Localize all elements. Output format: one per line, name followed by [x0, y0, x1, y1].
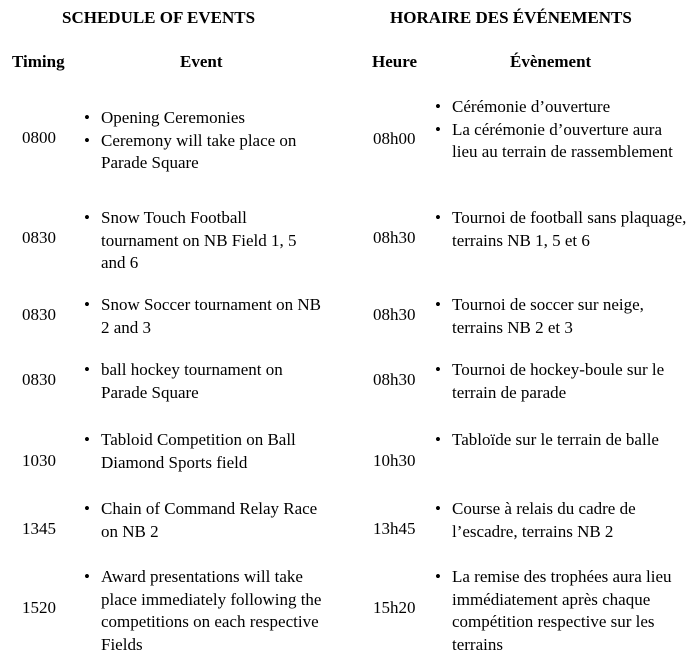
- event-description-list: [84, 429, 324, 474]
- event-time: 0800: [22, 128, 56, 147]
- event-description-item: • Course à relais du cadre de l’escadre, terrains NB 2: [435, 498, 687, 543]
- event-time: 1345: [22, 519, 56, 538]
- english-event-header: Event: [180, 52, 223, 71]
- event-description-list: [435, 207, 687, 252]
- event-description-item: • Ceremony will take place on Parade Square: [84, 130, 324, 175]
- event-time: 08h00: [373, 129, 416, 148]
- event-time: 1030: [22, 451, 56, 470]
- event-description-item: • Tournoi de soccer sur neige, terrains NB 2 et 3: [435, 294, 687, 339]
- french-event-header: Évènement: [510, 52, 592, 71]
- event-description-item: • Award presentations will take place immediately following the competitions on each respective Fields: [84, 566, 324, 656]
- event-description-list: [435, 96, 687, 164]
- event-description-item: • Snow Touch Football tournament on NB Field 1, 5 and 6: [84, 207, 324, 275]
- event-description-list: [84, 107, 324, 175]
- event-time: 08h30: [373, 228, 416, 247]
- event-description-list: [84, 294, 324, 339]
- event-description-list: [84, 566, 324, 656]
- event-description-list: [435, 429, 687, 452]
- event-description-item: • Opening Ceremonies: [84, 107, 324, 130]
- event-time: 10h30: [373, 451, 416, 470]
- event-description-list: [84, 498, 324, 543]
- event-description-item: • ball hockey tournament on Parade Square: [84, 359, 324, 404]
- event-description-list: [435, 294, 687, 339]
- event-description-item: • La cérémonie d’ouverture aura lieu au terrain de rassemblement: [435, 119, 687, 164]
- french-title: HORAIRE DES ÉVÉNEMENTS: [390, 8, 632, 27]
- english-time-header: Timing: [12, 52, 65, 71]
- event-time: 1520: [22, 598, 56, 617]
- event-time: 13h45: [373, 519, 416, 538]
- event-description-item: • Cérémonie d’ouverture: [435, 96, 687, 119]
- event-description-list: [84, 207, 324, 275]
- event-description-item: • Chain of Command Relay Race on NB 2: [84, 498, 324, 543]
- event-description-list: [435, 566, 687, 656]
- event-time: 15h20: [373, 598, 416, 617]
- event-description-item: • Tabloïde sur le terrain de balle: [435, 429, 687, 452]
- event-time: 0830: [22, 228, 56, 247]
- event-description-list: [435, 359, 687, 404]
- event-time: 08h30: [373, 305, 416, 324]
- event-description-list: [435, 498, 687, 543]
- event-description-item: • Snow Soccer tournament on NB 2 and 3: [84, 294, 324, 339]
- english-title: SCHEDULE OF EVENTS: [62, 8, 256, 27]
- event-description-item: • Tournoi de hockey-boule sur le terrain de parade: [435, 359, 687, 404]
- french-time-header: Heure: [372, 52, 418, 71]
- event-description-item: • Tabloid Competition on Ball Diamond Sports field: [84, 429, 324, 474]
- event-description-item: • La remise des trophées aura lieu immédiatement après chaque compétition respective sur les terrains: [435, 566, 687, 656]
- event-time: 0830: [22, 305, 56, 324]
- event-time: 08h30: [373, 370, 416, 389]
- event-description-item: • Tournoi de football sans plaquage, terrains NB 1, 5 et 6: [435, 207, 687, 252]
- event-time: 0830: [22, 370, 56, 389]
- event-description-list: [84, 359, 324, 404]
